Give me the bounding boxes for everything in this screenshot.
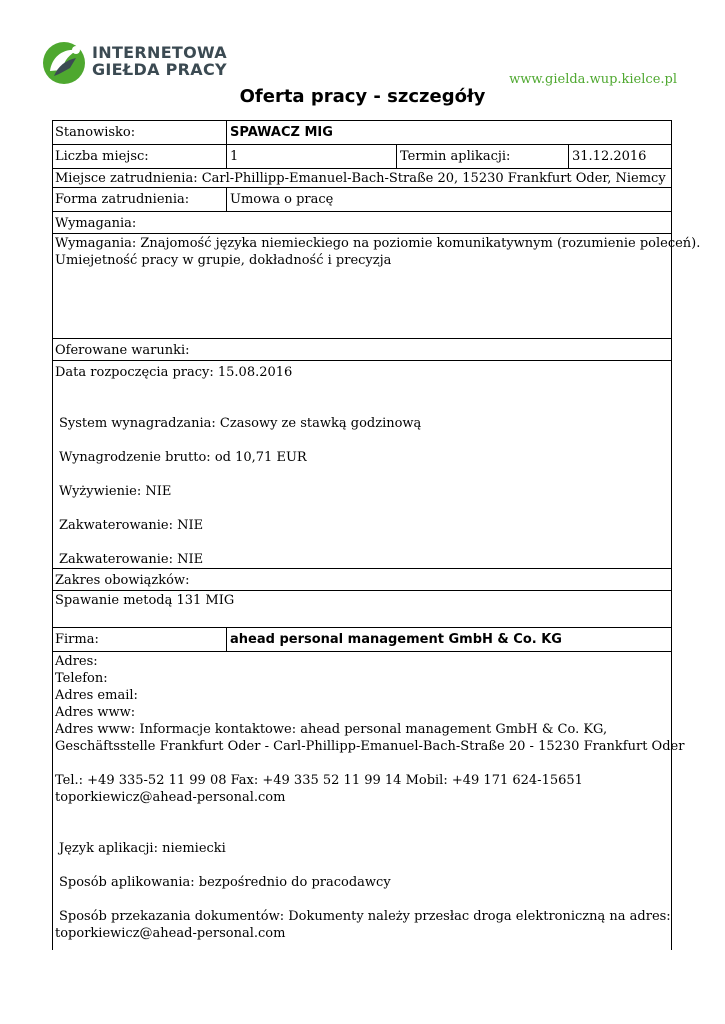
form-value: Umowa o pracę: [226, 188, 672, 211]
requirements-text-2: Umiejetność pracy w grupie, dokładność i precyzja: [55, 253, 392, 268]
page-title: Oferta pracy - szczegóły: [239, 86, 486, 107]
housing-1: Zakwaterowanie: NIE: [59, 518, 204, 533]
start-date: Data rozpoczęcia pracy: 15.08.2016: [55, 365, 293, 380]
logo-line-2: GIEŁDA PRACY: [92, 60, 227, 79]
contact-block: [52, 651, 685, 950]
documents-email: toporkiewicz@ahead-personal.com: [55, 926, 286, 941]
duties-label: Zakres obowiązków:: [55, 573, 190, 588]
conditions-label: Oferowane warunki:: [55, 343, 190, 358]
row-duties-label: [52, 568, 672, 590]
site-url-link[interactable]: www.gielda.wup.kielce.pl: [509, 72, 677, 87]
application-method: Sposób aplikowania: bezpośrednio do pracodawcy: [59, 875, 391, 890]
count-value: 1: [226, 145, 396, 168]
row-requirements-label: [52, 211, 672, 233]
www-label: Adres www:: [55, 705, 136, 720]
row-form: [52, 187, 672, 211]
phone-label: Telefon:: [55, 671, 108, 686]
position-value: SPAWACZ MIG: [226, 121, 672, 144]
company-label: Firma:: [55, 632, 99, 647]
deadline-value: 31.12.2016: [568, 145, 672, 168]
row-location: [52, 168, 672, 187]
logo-line-1: INTERNETOWA: [92, 43, 227, 62]
gross-pay: Wynagrodzenie brutto: od 10,71 EUR: [59, 450, 307, 465]
housing-2: Zakwaterowanie: NIE: [59, 552, 204, 567]
email-label: Adres email:: [55, 688, 138, 703]
documents-line-1: Sposób przekazania dokumentów: Dokumenty należy przesłac droga elektroniczną na adres:: [59, 909, 671, 924]
row-position: [52, 120, 672, 144]
form-label: Forma zatrudnienia:: [55, 192, 190, 207]
duties-text: Spawanie metodą 131 MIG: [55, 593, 235, 608]
meals: Wyżywienie: NIE: [59, 484, 172, 499]
count-label: Liczba miejsc:: [55, 149, 149, 164]
contact-line-1: Adres www: Informacje kontaktowe: ahead personal management GmbH & Co. KG,: [55, 722, 608, 737]
position-label: Stanowisko:: [55, 125, 136, 140]
duties-block: [52, 590, 672, 627]
pay-system: System wynagradzania: Czasowy ze stawką godzinową: [59, 416, 422, 431]
deadline-label: Termin aplikacji:: [396, 145, 568, 168]
requirements-text-1: Wymagania: Znajomość języka niemieckiego na poziomie komunikatywnym (rozumienie poleceń).: [55, 236, 701, 251]
row-company: [52, 627, 672, 651]
logo-icon: [40, 38, 90, 88]
contact-line-3: Tel.: +49 335-52 11 99 08 Fax: +49 335 52 11 99 14 Mobil: +49 171 624-15651: [55, 773, 583, 788]
logo-wordmark: [92, 44, 227, 78]
company-value: ahead personal management GmbH & Co. KG: [226, 628, 672, 651]
location-text: Miejsce zatrudnienia: Carl-Phillipp-Emanuel-Bach-Straße 20, 15230 Frankfurt Oder, Niemcy: [55, 171, 666, 186]
contact-email: toporkiewicz@ahead-personal.com: [55, 790, 286, 805]
row-count: [52, 144, 672, 168]
contact-line-2: Geschäftsstelle Frankfurt Oder - Carl-Phillipp-Emanuel-Bach-Straße 20 - 15230 Frankfurt Oder: [55, 739, 685, 754]
application-language: Język aplikacji: niemiecki: [59, 841, 226, 856]
requirements-label: Wymagania:: [55, 216, 137, 231]
conditions-block: [52, 362, 672, 568]
address-label: Adres:: [55, 654, 98, 669]
row-conditions-label: [52, 338, 672, 361]
requirements-block: [52, 233, 701, 338]
